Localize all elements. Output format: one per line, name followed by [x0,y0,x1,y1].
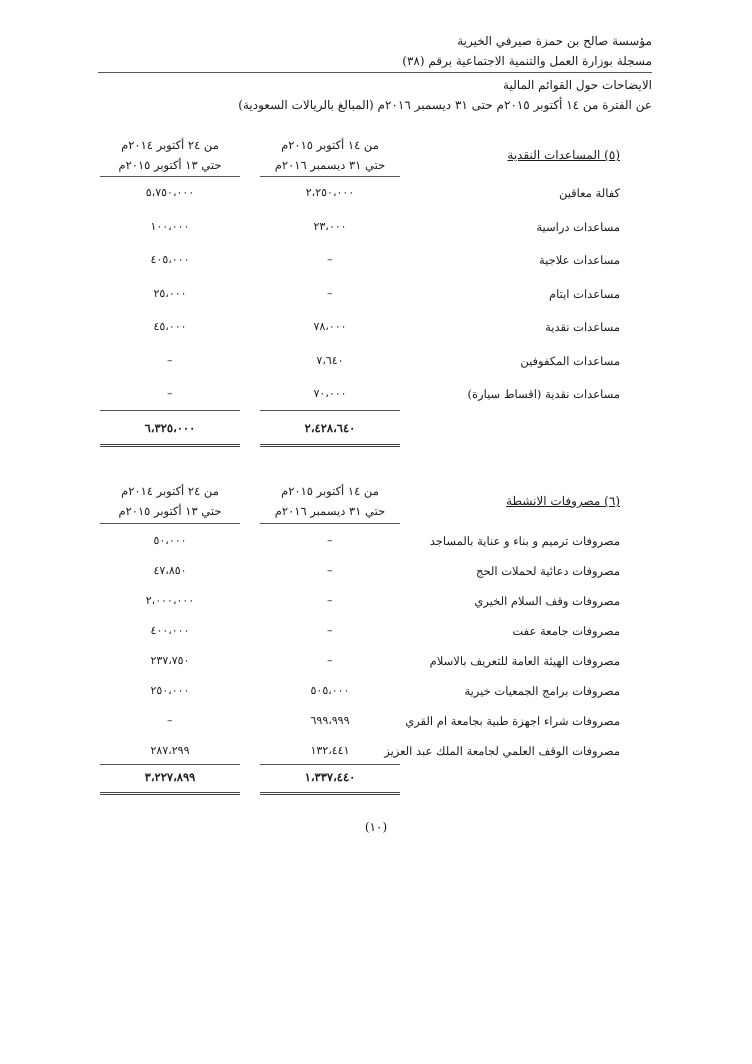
prior-value: ١٠٠،٠٠٠ [150,220,190,233]
row-label: مساعدات المكفوفين [520,354,620,368]
current-value: – [327,287,333,300]
col-prior-underline [100,176,240,177]
current-value: – [327,253,333,266]
prior-value: ٥،٧٥٠،٠٠٠ [145,186,195,199]
col-current-line1: من ١٤ أكتوبر ٢٠١٥م [281,484,379,498]
row-label: مساعدات دراسية [536,220,620,234]
current-value: ٧٠،٠٠٠ [313,387,347,400]
row-label: مساعدات نقدية (اقساط سيارة) [467,387,620,401]
current-value: – [327,594,333,607]
prior-value: ٢٥،٠٠٠ [153,287,187,300]
prior-value: ٢٨٧،٢٩٩ [150,744,190,757]
current-value: ٧٨،٠٠٠ [313,320,347,333]
row-label: مصروفات الوقف العلمي لجامعة الملك عبد العزيز [384,744,620,758]
total-bottom-rule-current [260,792,400,795]
total-top-rule-current [260,410,400,411]
current-value: ٦٩٩،٩٩٩ [310,714,350,727]
period-line: عن الفترة من ١٤ أكتوبر ٢٠١٥م حتى ٣١ ديسمبر ٢٠١٦م (المبالغ بالريالات السعودية) [238,98,652,112]
row-label: مصروفات شراء اجهزة طبية بجامعة ام القري [405,714,620,728]
row-label: مصروفات جامعة عفت [512,624,620,638]
current-value: – [327,534,333,547]
current-value: ٢،٢٥٠،٠٠٠ [305,186,355,199]
row-label: كفالة معاقين [558,186,620,200]
section-5-title: (٥) المساعدات النقدية [507,148,620,162]
prior-value: ٢٥٠،٠٠٠ [150,684,190,697]
col-current-underline [260,176,400,177]
current-value: ١٣٢،٤٤١ [310,744,350,757]
total-bottom-rule-prior [100,792,240,795]
current-value: ٥٠٥،٠٠٠ [310,684,350,697]
col-prior-line2: حتي ١٣ أكتوبر ٢٠١٥م [118,158,222,172]
prior-value: – [167,714,173,727]
row-label: مساعدات علاجية [539,253,620,267]
total-bottom-rule-current [260,444,400,447]
registration-line: مسجلة بوزارة العمل والتنمية الاجتماعية برقم (٣٨) [402,54,652,68]
current-value: – [327,654,333,667]
current-value: ٢٣،٠٠٠ [313,220,347,233]
section-6-total-current: ١،٣٣٧،٤٤٠ [304,770,356,784]
prior-value: ٢،٠٠٠،٠٠٠ [145,594,195,607]
row-label: مساعدات ايتام [549,287,620,301]
section-5-total-prior: ٦،٣٢٥،٠٠٠ [144,421,196,435]
prior-value: ٥٠،٠٠٠ [153,534,187,547]
prior-value: ٤٧،٨٥٠ [153,564,187,577]
section-6-total-prior: ٣،٢٢٧،٨٩٩ [144,770,196,784]
total-bottom-rule-prior [100,444,240,447]
col-prior-underline [100,523,240,524]
current-value: – [327,624,333,637]
col-prior-line1: من ٢٤ أكتوبر ٢٠١٤م [121,138,219,152]
row-label: مصروفات وقف السلام الخيري [474,594,620,608]
row-label: مساعدات نقدية [545,320,620,334]
header-divider [98,72,652,73]
prior-value: ٢٣٧،٧٥٠ [150,654,190,667]
total-top-rule-prior [100,410,240,411]
current-value: – [327,564,333,577]
col-prior-line1: من ٢٤ أكتوبر ٢٠١٤م [121,484,219,498]
total-top-rule-prior [100,764,240,765]
col-prior-line2: حتي ١٣ أكتوبر ٢٠١٥م [118,504,222,518]
prior-value: – [167,354,173,367]
col-current-underline [260,523,400,524]
current-value: ٧،٦٤٠ [316,354,344,367]
prior-value: ٤٠٠،٠٠٠ [150,624,190,637]
row-label: مصروفات دعائية لحملات الحج [476,564,620,578]
prior-value: ٤٥،٠٠٠ [153,320,187,333]
section-5-total-current: ٢،٤٢٨،٦٤٠ [304,421,356,435]
col-current-line2: حتي ٣١ ديسمبر ٢٠١٦م [274,504,386,518]
prior-value: ٤٠٥،٠٠٠ [150,253,190,266]
prior-value: – [167,387,173,400]
page-number: (١٠) [364,820,388,834]
col-current-line2: حتي ٣١ ديسمبر ٢٠١٦م [274,158,386,172]
col-current-line1: من ١٤ أكتوبر ٢٠١٥م [281,138,379,152]
row-label: مصروفات الهيئة العامة للتعريف بالاسلام [429,654,620,668]
section-6-title: (٦) مصروفات الانشطة [506,494,620,508]
total-top-rule-current [260,764,400,765]
statement-title: الايضاحات حول القوائم المالية [503,78,652,92]
organization-name: مؤسسة صالح بن حمزة صيرفي الخيرية [457,34,652,48]
row-label: مصروفات برامج الجمعيات خيرية [464,684,620,698]
row-label: مصروفات ترميم و بناء و عناية بالمساجد [429,534,620,548]
